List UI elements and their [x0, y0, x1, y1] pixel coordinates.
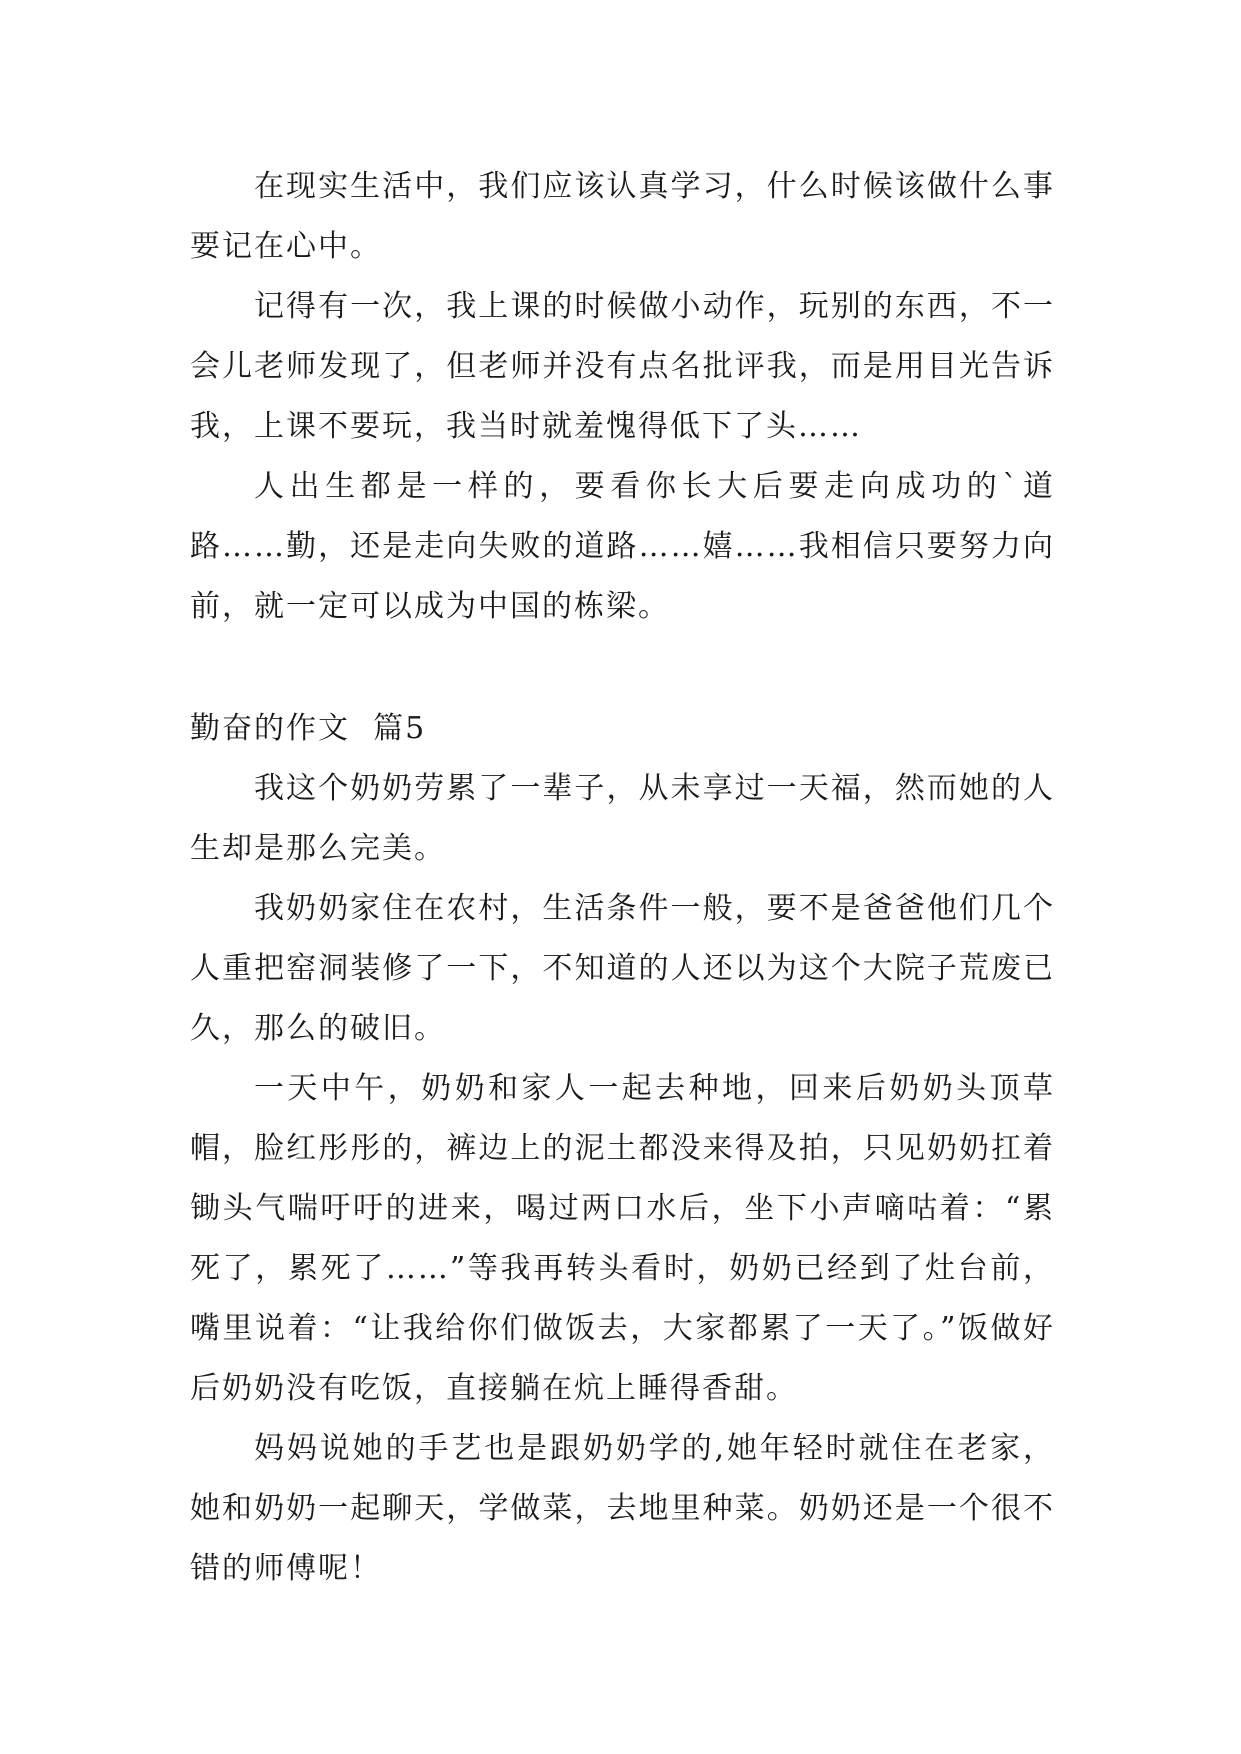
paragraph: 我奶奶家住在农村，生活条件一般，要不是爸爸他们几个人重把窑洞装修了一下，不知道的人还以为这个大院子荒废已久，那么的破旧。 — [190, 891, 1055, 1046]
paragraph: 在现实生活中，我们应该认真学习，什么时候该做什么事要记在心中。 — [190, 169, 1055, 264]
paragraph: 记得有一次，我上课的时候做小动作，玩别的东西，不一会儿老师发现了，但老师并没有点名批评我，而是用目光告诉我，上课不要玩，我当时就羞愧得低下了头…… — [190, 289, 1055, 444]
document-body — [190, 157, 1055, 1599]
paragraph: 妈妈说她的手艺也是跟奶奶学的,她年轻时就住在老家，她和奶奶一起聊天，学做菜，去地里种菜。奶奶还是一个很不错的师傅呢！ — [190, 1431, 1055, 1586]
paragraph: 一天中午，奶奶和家人一起去种地，回来后奶奶头顶草帽，脸红彤彤的，裤边上的泥土都没来得及拍，只见奶奶扛着锄头气喘吁吁的进来，喝过两口水后，坐下小声嘀咕着：“累死了，累死了……”等我再转头看时，奶奶已经到了灶台前，嘴里说着：“让我给你们做饭去，大家都累了一天了。”饭做好后奶奶没有吃饭，直接躺在炕上睡得香甜。 — [190, 1071, 1055, 1406]
section-heading: 勤奋的作文 篇5 — [190, 711, 427, 746]
paragraph: 我这个奶奶劳累了一辈子，从未享过一天福，然而她的人生却是那么完美。 — [190, 771, 1055, 866]
section-spacer — [190, 637, 1055, 699]
paragraph: 人出生都是一样的，要看你长大后要走向成功的`道路……勤，还是走向失败的道路……嬉……我相信只要努力向前，就一定可以成为中国的栋梁。 — [190, 469, 1055, 624]
